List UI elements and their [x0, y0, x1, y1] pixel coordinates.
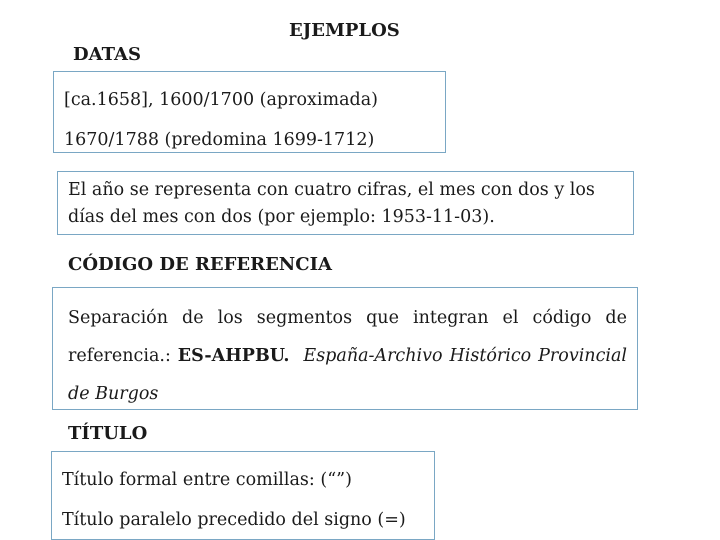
titulo-heading: TÍTULO	[68, 423, 148, 444]
reference-code-intro: Separación de los segmentos que integran el código de referencia.:	[68, 308, 627, 366]
datas-example-line-1: [ca.1658], 1600/1700 (aproximada)	[64, 90, 378, 110]
title-rules-box	[51, 451, 435, 540]
date-format-line-2: días del mes con dos (por ejemplo: 1953-11-03).	[68, 207, 495, 227]
date-format-line-1: El año se representa con cuatro cifras, el mes con dos y los	[68, 180, 595, 200]
reference-code-expansion: España-Archivo Histórico Provincial de Burgos	[68, 346, 627, 404]
datas-examples-box	[53, 71, 446, 153]
datas-heading: DATAS	[73, 44, 141, 65]
reference-code-box	[52, 287, 638, 410]
ejemplos-heading: EJEMPLOS	[289, 20, 400, 41]
date-format-box	[57, 171, 634, 235]
codigo-referencia-heading: CÓDIGO DE REFERENCIA	[68, 254, 332, 275]
title-rule-line-1: Título formal entre comillas: (“”)	[62, 470, 352, 490]
reference-code-paragraph	[53, 299, 637, 413]
datas-example-line-2: 1670/1788 (predomina 1699-1712)	[64, 130, 375, 150]
reference-code-value: ES-AHPBU.	[177, 346, 290, 366]
title-rule-line-2: Título paralelo precedido del signo (=)	[62, 510, 406, 530]
